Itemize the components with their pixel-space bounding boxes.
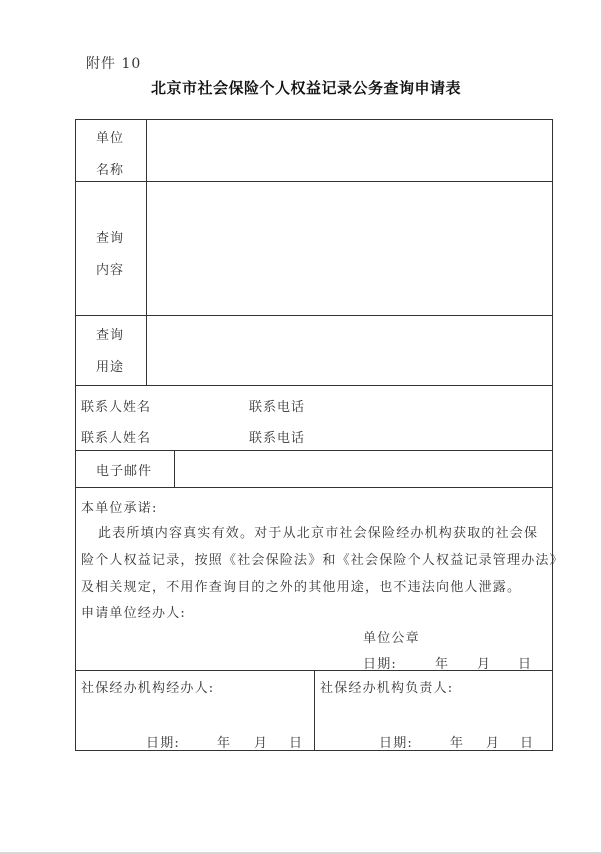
handler-month: 月 <box>254 736 269 751</box>
query-purpose-field[interactable] <box>148 317 551 383</box>
commitment-line-2: 险个人权益记录，按照《社会保险法》和《社会保险个人权益记录管理办法》 <box>81 553 564 568</box>
unit-seal-label: 单位公章 <box>363 631 420 646</box>
commitment-heading: 本单位承诺: <box>81 501 158 516</box>
head-day: 日 <box>520 736 535 751</box>
contact-phone-label: 联系电话 <box>249 431 306 446</box>
handler-date-label: 日期: <box>146 736 180 751</box>
contact-name-label: 联系人姓名 <box>81 431 152 446</box>
commitment-date-label: 日期: <box>363 657 397 672</box>
row-divider <box>75 487 553 488</box>
email-label-divider <box>174 450 175 487</box>
commitment-year: 年 <box>435 657 450 672</box>
commitment-month: 月 <box>477 657 492 672</box>
query-content-field[interactable] <box>148 183 551 313</box>
agency-handler-label: 社保经办机构经办人: <box>81 681 215 696</box>
row-divider <box>75 385 553 386</box>
row-divider <box>75 450 553 451</box>
contact-phone-label: 联系电话 <box>249 400 306 415</box>
handler-year: 年 <box>217 736 232 751</box>
handler-day: 日 <box>289 736 304 751</box>
commitment-day: 日 <box>518 657 533 672</box>
agency-head-label: 社保经办机构负责人: <box>320 681 454 696</box>
email-field[interactable] <box>176 452 551 485</box>
label-column-divider <box>146 119 147 385</box>
unit-name-label-1: 单位 <box>96 131 125 146</box>
attachment-label: 附件 10 <box>86 56 142 72</box>
contact-name-label: 联系人姓名 <box>81 400 152 415</box>
commitment-line-1: 此表所填内容真实有效。对于从北京市社会保险经办机构获取的社会保 <box>98 526 539 541</box>
query-content-label-1: 查询 <box>96 231 125 246</box>
form-title: 北京市社会保险个人权益记录公务查询申请表 <box>151 79 462 97</box>
query-purpose-label-1: 查询 <box>96 328 125 343</box>
unit-name-field[interactable] <box>148 121 551 179</box>
query-purpose-label-2: 用途 <box>96 360 125 375</box>
head-year: 年 <box>450 736 465 751</box>
query-content-label-2: 内容 <box>96 263 125 278</box>
head-date-label: 日期: <box>379 736 413 751</box>
commitment-line-3: 及相关规定，不用作查询目的之外的其他用途，也不违法向他人泄露。 <box>81 580 522 595</box>
bottom-column-divider <box>314 670 315 751</box>
unit-name-label-2: 名称 <box>96 163 125 178</box>
email-label: 电子邮件 <box>96 464 153 479</box>
head-month: 月 <box>486 736 501 751</box>
applicant-handler-label: 申请单位经办人: <box>81 606 186 621</box>
